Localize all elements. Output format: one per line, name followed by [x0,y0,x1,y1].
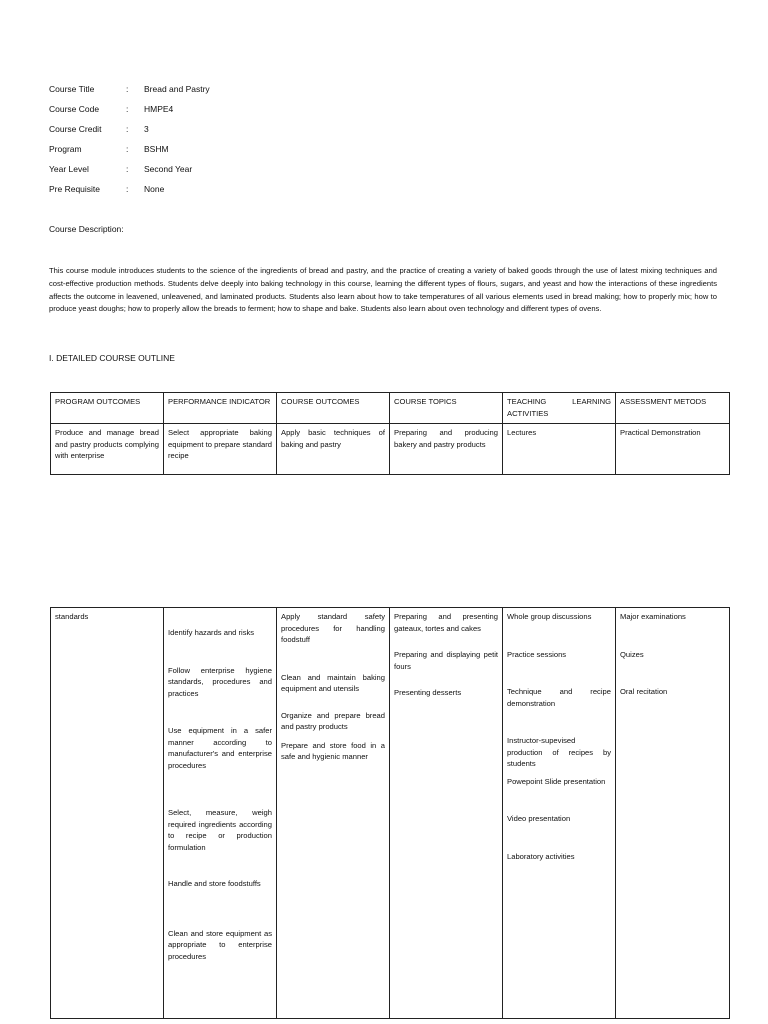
course-credit-label: Course Credit [49,124,102,134]
header-assessment-methods: ASSESSMENT METODS [616,393,730,424]
course-description-label: Course Description: [49,224,124,234]
list-item: Identify hazards and risks [168,628,255,637]
cell-course-topics [390,608,503,1019]
list-item: Presenting desserts [394,688,462,697]
table-header-row [51,393,730,424]
course-outline-table-continued [50,607,730,1019]
list-item: Handle and store foodstuffs [168,879,261,888]
pre-requisite-label: Pre Requisite [49,184,101,194]
list-item: Follow enterprise hygiene standards, procedures and practices [168,665,272,698]
course-code-value: HMPE4 [144,104,174,114]
list-item: Clean and maintain baking equipment and utensils [281,672,385,693]
colon-separator: : [126,164,129,174]
cell-teaching-activities: Lectures [503,424,616,475]
cell-course-topics: Preparing and producing bakery and pastry products [390,424,503,475]
header-course-outcomes: COURSE OUTCOMES [277,393,390,424]
year-level-label: Year Level [49,164,89,174]
list-item: Quizes [620,649,644,659]
year-level-value: Second Year [144,164,193,174]
header-teaching-word: TEACHING [507,397,547,406]
course-title-value: Bread and Pastry [144,84,210,94]
cell-course-outcomes: Apply basic techniques of baking and pastry [277,424,390,475]
list-item: Apply standard safety procedures for handling foodstuff [281,612,385,644]
course-description-text: This course module introduces students to the science of the ingredients of bread and pastry, and the practice of creating a variety of baked goods through the use of latest mixing techniques and cost-effective production methods. Students delve deeply into baking technology in this course, learning the different types of flours, sugars, and yeast and how the interactions of these ingredients affects the outcome in leavened, unleavened, and laminated products. Students also learn about how to take temperatures of all various elements used in bread making; how to properly mix; how to produce yeast doughs; how to properly allow the breads to ferment; how to shape and bake. Students also learn about oven technology and different types of ovens. [49,266,717,314]
list-item: Use equipment in a safer manner according to manufacturer's and enterprise procedures [168,726,272,770]
cell-assessment-methods: Practical Demonstration [616,424,730,475]
course-outline-table [50,392,730,475]
header-activities-word: ACTIVITIES [507,408,549,418]
colon-separator: : [126,104,129,114]
colon-separator: : [126,184,129,194]
list-item: Technique and recipe demonstration [507,687,611,708]
colon-separator: : [126,144,129,154]
pre-requisite-value: None [144,184,165,194]
list-item: Instructor-supevised production of recipes by students [507,736,611,768]
header-teaching-activities [503,393,616,424]
course-code-label: Course Code [49,104,100,114]
list-item: Practice sessions [507,649,567,659]
cell-performance-indicator: Select appropriate baking equipment to prepare standard recipe [164,424,277,475]
colon-separator: : [126,124,129,134]
cell-teaching-activities [503,608,616,1019]
list-item: Powepoint Slide presentation [507,776,606,786]
program-value: BSHM [144,144,169,154]
program-label: Program [49,144,82,154]
colon-separator: : [126,84,129,94]
list-item: Organize and prepare bread and pastry products [281,710,385,731]
list-item: Preparing and displaying petit fours [394,650,498,671]
cell-assessment-methods [616,608,730,1019]
list-item: Whole group discussions [507,612,592,621]
header-performance-indicator: PERFORMANCE INDICATOR [164,393,277,424]
header-course-topics: COURSE TOPICS [390,393,503,424]
header-program-outcomes: PROGRAM OUTCOMES [51,393,164,424]
list-item: Clean and store equipment as appropriate to enterprise procedures [168,928,272,961]
table-row [51,424,730,475]
course-title-label: Course Title [49,84,95,94]
list-item: Major examinations [620,612,686,621]
course-credit-value: 3 [144,124,149,134]
list-item: Preparing and presenting gateaux, tortes and cakes [394,612,498,633]
list-item: Prepare and store food in a safe and hygienic manner [281,740,385,761]
table-row [51,608,730,1019]
cell-program-outcomes: standards [51,608,164,1019]
outline-heading: I. DETAILED COURSE OUTLINE [49,353,175,363]
cell-course-outcomes [277,608,390,1019]
list-item: Select, measure, weigh required ingredients according to recipe or production formulation [168,808,272,852]
list-item: Oral recitation [620,687,668,696]
list-item: Laboratory activities [507,851,575,861]
cell-program-outcomes: Produce and manage bread and pastry products complying with enterprise [51,424,164,475]
cell-performance-indicators [164,608,277,1019]
header-learning-word: LEARNING [572,397,611,406]
list-item: Video presentation [507,814,571,823]
